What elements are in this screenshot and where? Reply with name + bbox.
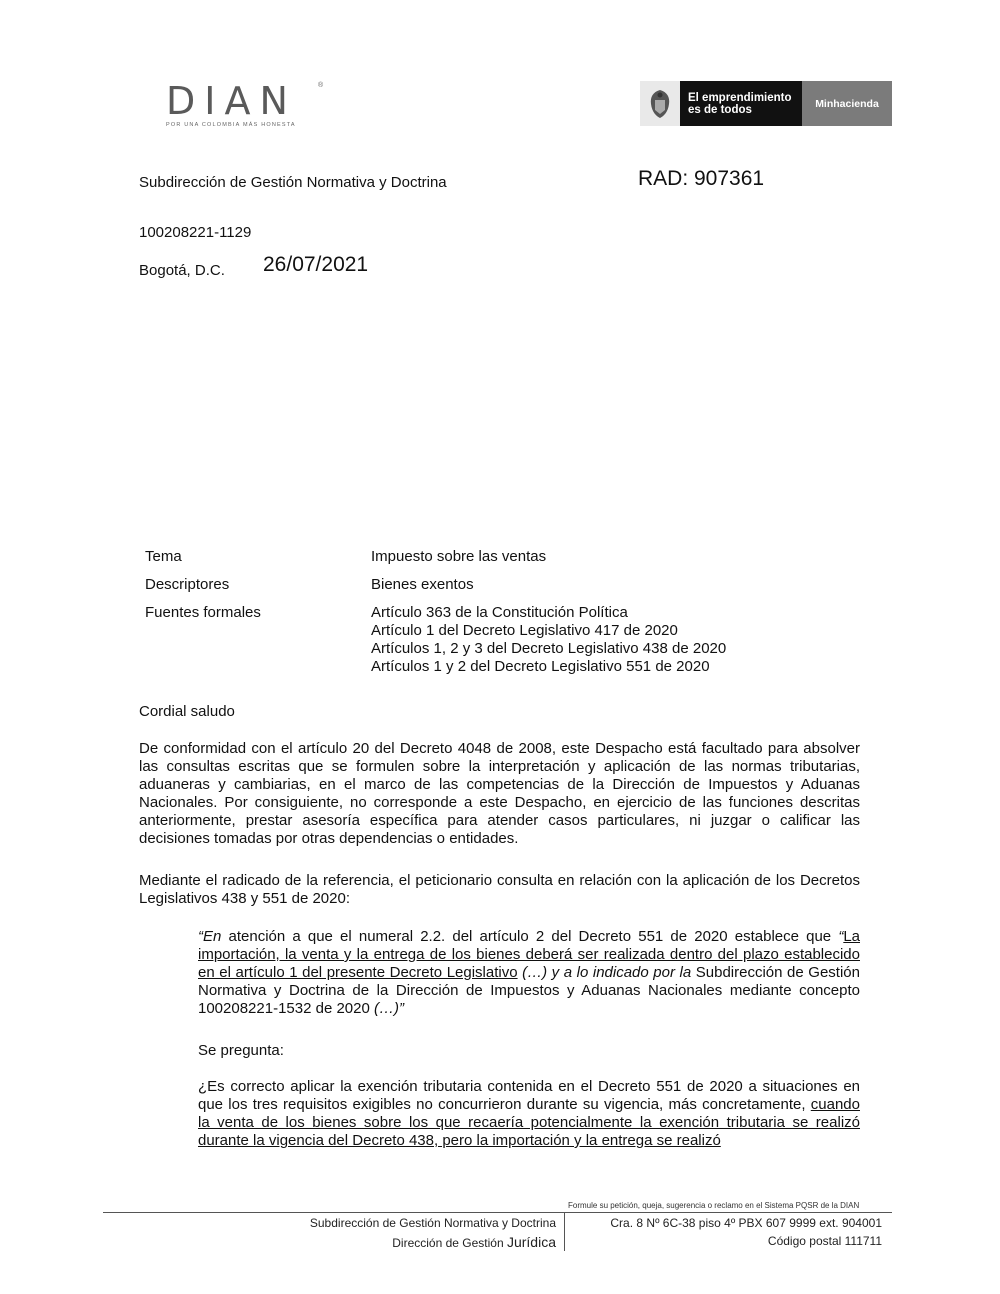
gov-slogan-line2: es de todos [688,103,752,116]
info-value-fuentes-3: Artículos 1, 2 y 3 del Decreto Legislativo 438 de 2020 [371,640,727,657]
footer-postal-code: Código postal 111711 [767,1234,882,1248]
colombia-crest-icon [640,81,680,126]
dian-logo [166,79,326,128]
info-value-fuentes-1: Artículo 363 de la Constitución Política [371,604,628,621]
info-value-fuentes-2: Artículo 1 del Decreto Legislativo 417 de 2020 [371,622,678,639]
footer-divider [103,1212,892,1213]
footer-address: Cra. 8 Nº 6C-38 piso 4º PBX 607 9999 ext. 904001 [610,1216,882,1230]
quote-italic-mid: (…) y a lo indicado por la [517,964,692,981]
quote-part2: Subdirección de Gestión Normativa y Doctrina de la Dirección de Impuestos y Aduanas Nacionales mediante concepto 100208221-1532 de 2020 [198,964,860,1017]
document-date: 26/07/2021 [263,253,369,276]
quoted-request [198,928,860,1018]
quote-underlined: La importación, la venta y la entrega de los bienes deberá ser realizada dentro del plazo establecido en el artículo 1 del presente Decreto Legislativo [198,928,860,981]
office-name: Subdirección de Gestión Normativa y Doctrina [139,174,447,191]
reference-number: 100208221-1129 [139,224,252,241]
quote-part1: atención a que el numeral 2.2. del artículo 2 del Decreto 551 de 2020 establece que [221,928,839,945]
info-value-fuentes-4: Artículos 1 y 2 del Decreto Legislativo 551 de 2020 [371,658,710,675]
quote-open: “En [198,928,222,945]
footer-office: Subdirección de Gestión Normativa y Doctrina [309,1216,556,1230]
footer-direction-a: Dirección de Gestión [392,1236,507,1250]
info-value-tema: Impuesto sobre las ventas [371,548,547,565]
paragraph-request: Mediante el radicado de la referencia, el peticionario consulta en relación con la aplicación de los Decretos Legislativos 438 y 551 de 2020: [139,872,860,907]
gov-slogan-line1: El emprendimiento [688,91,792,104]
footer-vertical-divider [564,1213,565,1251]
paragraph-competence: De conformidad con el artículo 20 del Decreto 4048 de 2008, este Despacho está facultado para absolver las consultas escritas que se formulen sobre la interpretación y aplicación de las normas tributarias, aduaneras y cambiarias, en el marco de las competencias de la Dirección de Impuestos y Aduanas Nacionales. Por consiguiente, no corresponde a este Despacho, en ejercicio de las funciones descritas anteriormente, prestar asesoría específica para atender casos particulares, ni juzgar o calificar las decisiones tomadas por otras dependencias o entidades. [139,740,860,847]
question-underlined: cuando la venta de los bienes sobre los que recaería potencialmente la exención tributaria se realizó durante la vigencia del Decreto 438, pero la importación y la entrega se realizó [198,1096,860,1149]
footer-direction [392,1233,556,1253]
greeting: Cordial saludo [139,703,235,720]
footer-pqsr-note: Formule su petición, queja, sugerencia o reclamo en el Sistema PQSR de la DIAN [568,1201,860,1210]
info-label-fuentes: Fuentes formales [145,604,261,621]
info-value-descriptores: Bienes exentos [371,576,474,593]
info-label-tema: Tema [145,548,182,565]
registered-mark-icon: ® [318,82,324,89]
gov-slogan [680,81,802,126]
government-logo [640,81,892,126]
info-label-descriptores: Descriptores [145,576,230,593]
dian-logo-text: DIAN [166,79,297,123]
quote-close: (…)” [374,1000,405,1017]
footer-direction-b: Jurídica [506,1234,556,1250]
rad-number: RAD: 907361 [638,167,765,190]
dian-logo-tagline: POR UNA COLOMBIA MÁS HONESTA [166,122,296,128]
question-plain: ¿Es correcto aplicar la exención tributaria contenida en el Decreto 551 de 2020 a situaciones en que los tres requisitos exigibles no concurrieron durante su vigencia, más concretamente, [198,1078,860,1113]
question-text [198,1078,860,1150]
question-intro: Se pregunta: [198,1042,284,1059]
city: Bogotá, D.C. [139,262,225,279]
ministry-name: Minhacienda [802,81,892,126]
quote-open-inner: “ [838,928,844,945]
